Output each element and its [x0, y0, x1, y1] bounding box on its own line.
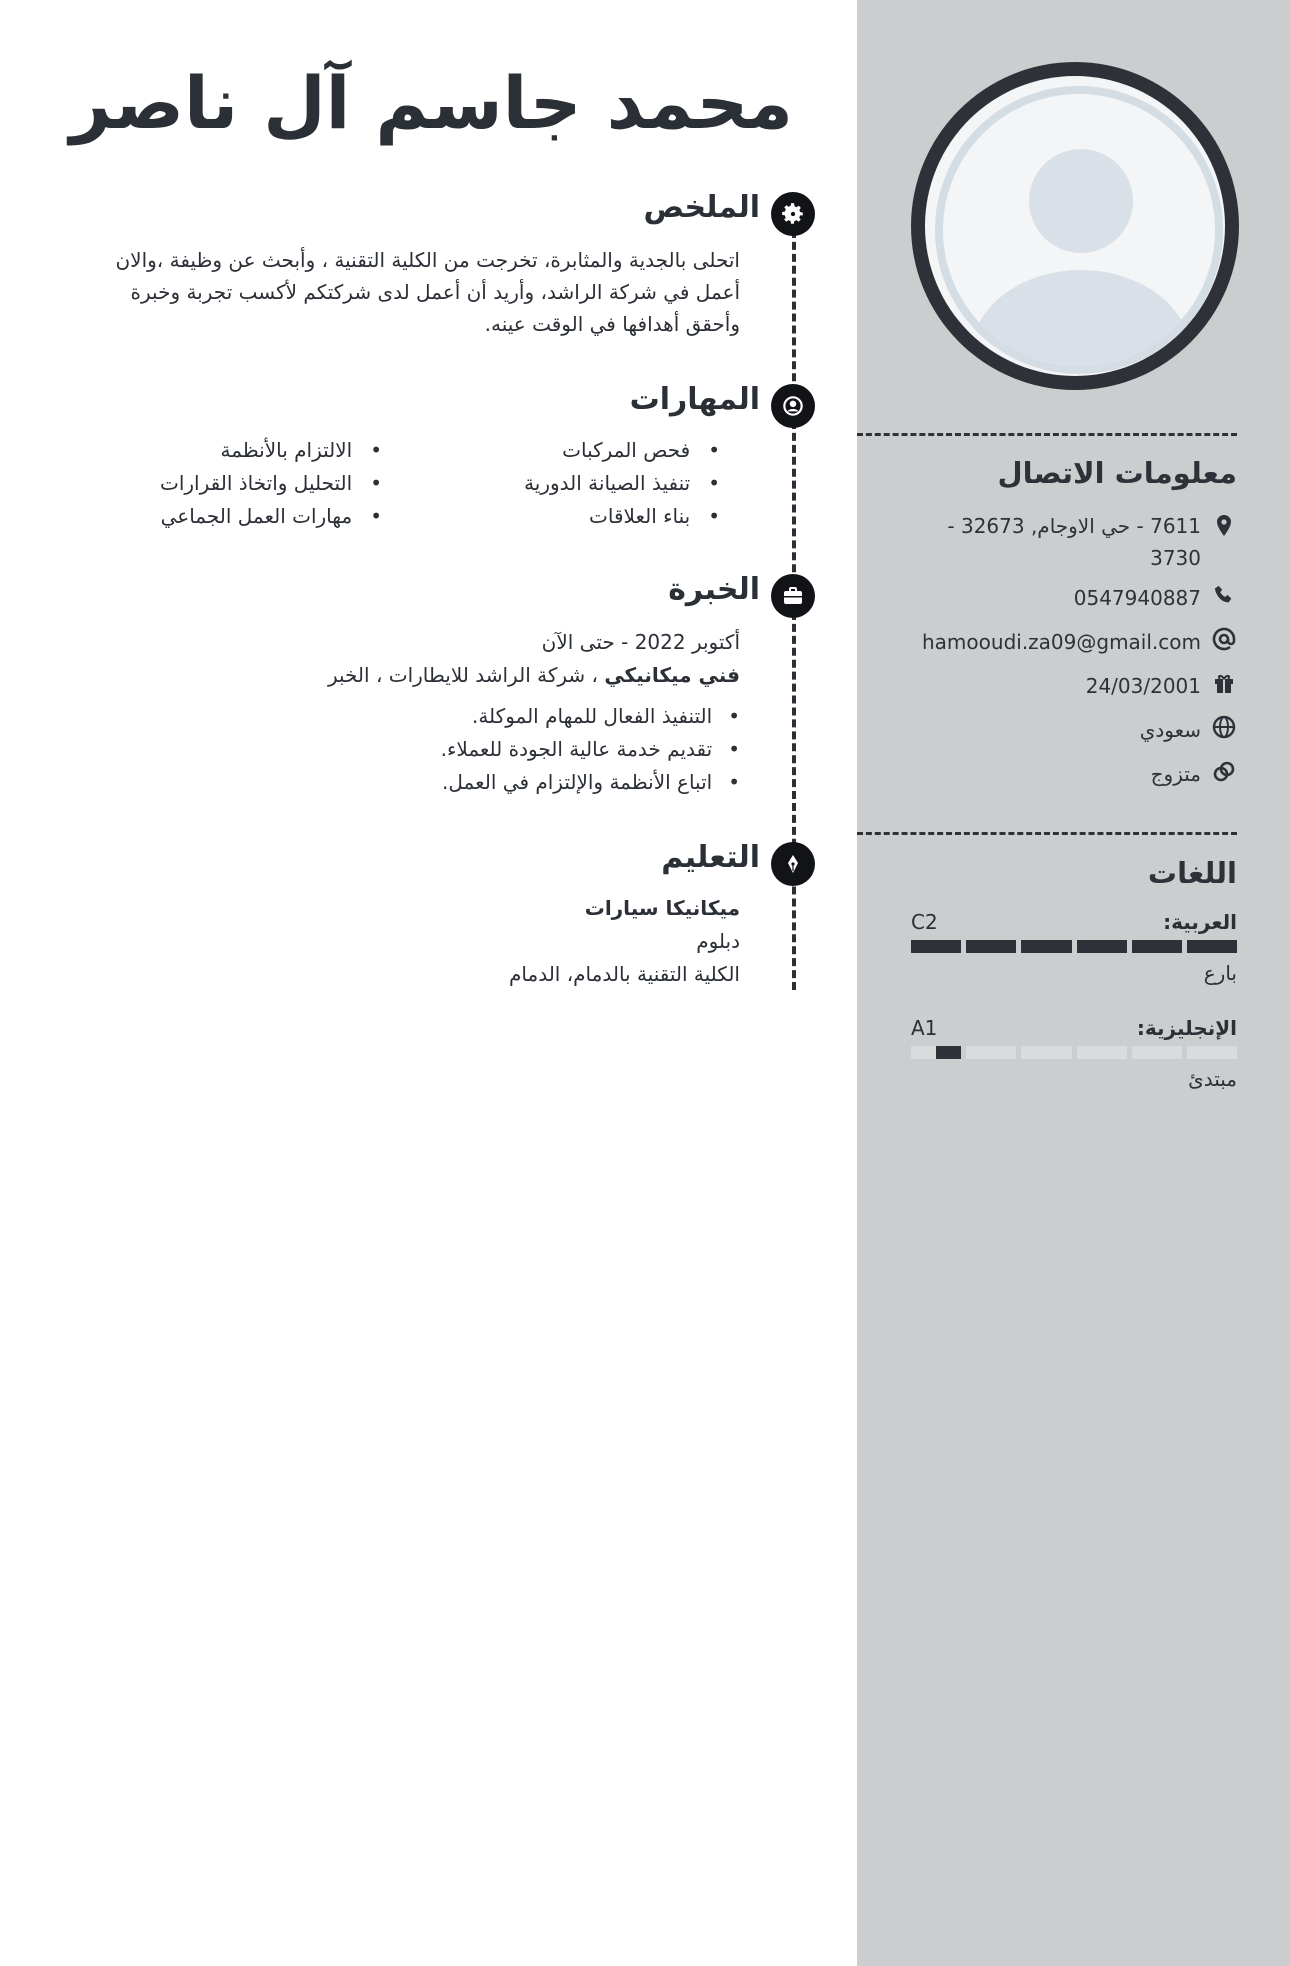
language-item: [911, 1016, 1237, 1116]
summary-text: اتحلى بالجدية والمثابرة، تخرجت من الكلية التقنية ، وأبحث عن وظيفة ،والان أعمل في شركة الراشد، وأريد أن أعمل لدى شركتكم لأكسب تجربة وخبرة وأحقق أهدافها في الوقت عينه.: [115, 248, 740, 336]
phone-icon: [1211, 582, 1237, 608]
sidebar: [857, 0, 1290, 1966]
language-item: [911, 910, 1237, 1010]
skill-item: • الالتزام بالأنظمة: [160, 434, 382, 467]
skills-icon: [780, 393, 806, 419]
language-name: العربية:: [1163, 910, 1237, 934]
divider: [857, 832, 1237, 835]
rings-icon: [1211, 758, 1237, 784]
language-name: الإنجليزية:: [1136, 1016, 1237, 1040]
language-level-bar: [911, 940, 1237, 953]
education-degree: دبلوم: [696, 929, 740, 953]
skill-item: • مهارات العمل الجماعي: [160, 500, 382, 533]
pen-icon: [781, 852, 805, 876]
email-text: hamooudi.za09@gmail.com: [922, 630, 1201, 654]
skills-title: المهارات: [629, 382, 760, 417]
skills-column-2: [160, 434, 382, 533]
nationality-text: سعودي: [1139, 718, 1201, 742]
experience-role-line: [328, 659, 740, 692]
address-text: 7611 - حي الاوجام, 32673 - 3730: [947, 514, 1201, 570]
experience-items: [328, 700, 740, 799]
experience-item: • اتباع الأنظمة والإلتزام في العمل.: [328, 766, 740, 799]
experience-role: فني ميكانيكي: [604, 663, 740, 687]
location-icon: [1211, 513, 1237, 539]
language-code: C2: [911, 910, 938, 934]
contact-nationality: [907, 714, 1237, 746]
contact-address: [907, 510, 1237, 574]
education-school: الكلية التقنية بالدمام، الدمام: [509, 962, 740, 986]
birthdate-text: 24/03/2001: [1085, 674, 1201, 698]
skill-item: • التحليل واتخاذ القرارات: [160, 467, 382, 500]
education-field: ميكانيكا سيارات: [584, 896, 740, 920]
experience-item: • تقديم خدمة عالية الجودة للعملاء.: [328, 733, 740, 766]
gift-icon: [1211, 670, 1237, 696]
skills-list: [160, 434, 720, 533]
summary-icon: [771, 192, 815, 236]
globe-icon: [1211, 714, 1237, 740]
avatar: [911, 62, 1239, 390]
phone-text: 0547940887: [1073, 586, 1201, 610]
skills-icon: [771, 384, 815, 428]
skill-item: • فحص المركبات: [524, 434, 720, 467]
briefcase-icon: [781, 584, 805, 608]
skill-item: • تنفيذ الصيانة الدورية: [524, 467, 720, 500]
experience-title: الخبرة: [668, 572, 760, 607]
full-name: محمد جاسم آل ناصر: [69, 61, 793, 145]
gear-icon: [780, 201, 806, 227]
education-block: [509, 892, 740, 991]
contact-birthdate: [907, 670, 1237, 702]
language-level: مبتدئ: [1188, 1067, 1237, 1091]
divider: [857, 433, 1237, 436]
marital-text: متزوج: [1150, 762, 1201, 786]
contact-email: [907, 626, 1237, 658]
avatar-icon: [935, 86, 1223, 374]
education-title: التعليم: [661, 840, 760, 875]
language-level: بارع: [1203, 961, 1237, 985]
at-icon: [1211, 626, 1237, 652]
languages-title: اللغات: [1147, 856, 1237, 890]
language-level-bar: [911, 1046, 1237, 1059]
language-code: A1: [911, 1016, 938, 1040]
experience-item: • التنفيذ الفعال للمهام الموكلة.: [328, 700, 740, 733]
skill-item: • بناء العلاقات: [524, 500, 720, 533]
education-icon: [771, 842, 815, 886]
experience-icon: [771, 574, 815, 618]
contact-title: معلومات الاتصال: [997, 456, 1237, 490]
contact-phone: [907, 582, 1237, 614]
experience-company: ، شركة الراشد للايطارات ، الخبر: [327, 663, 605, 687]
experience-period: أكتوبر 2022 - حتى الآن: [541, 630, 740, 654]
contact-marital: [907, 758, 1237, 790]
skills-column-1: [524, 434, 720, 533]
summary-title: الملخص: [643, 190, 760, 225]
experience-block: [328, 626, 740, 799]
